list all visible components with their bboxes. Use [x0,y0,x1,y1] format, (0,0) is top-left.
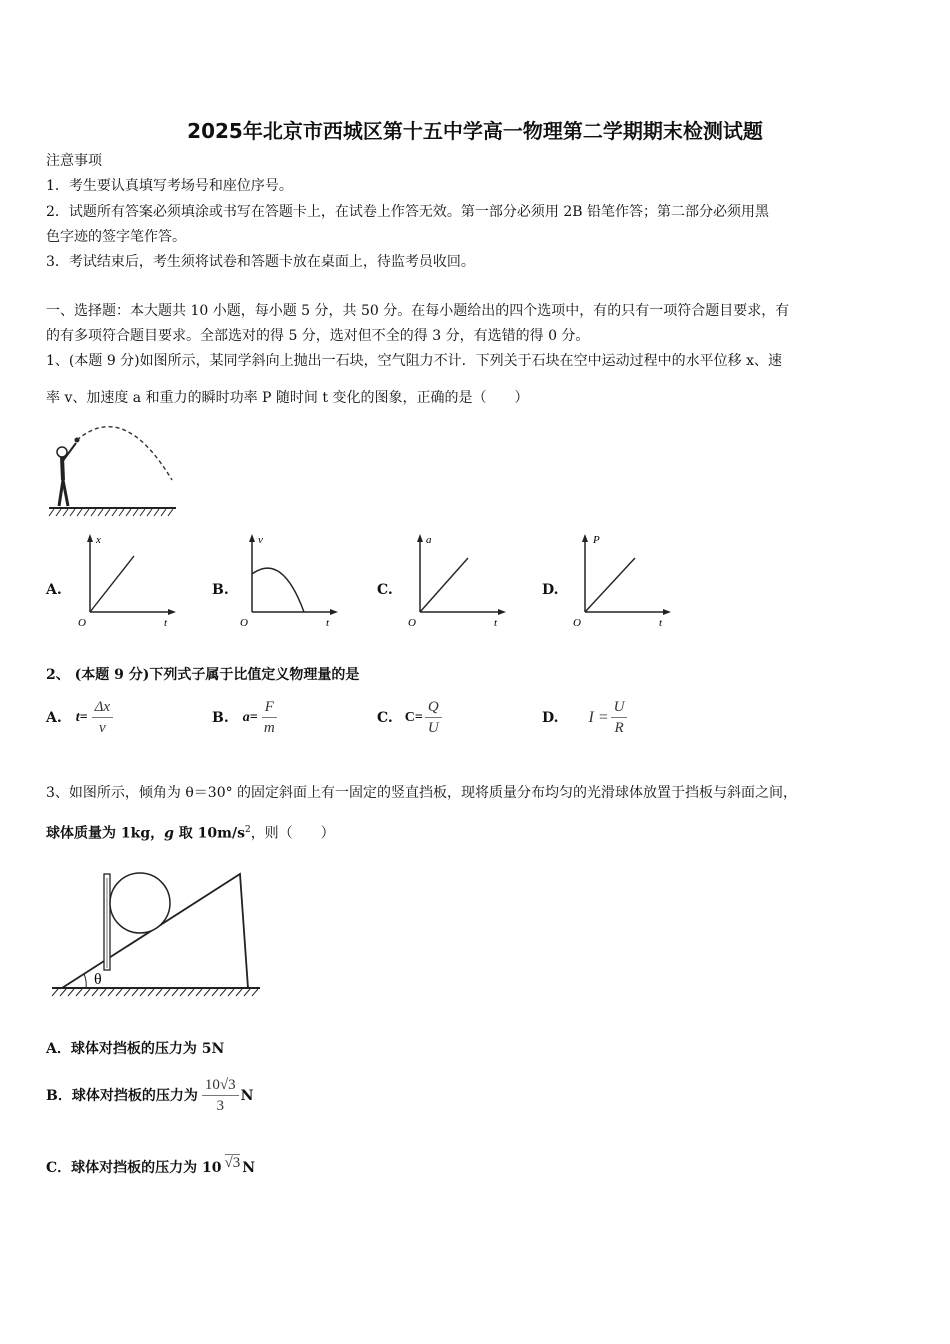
q2-option-c-numerator: Q [425,697,442,718]
q2-option-c-fraction [425,697,442,738]
q2-option-a [46,697,113,738]
q3-stem-end: ，则（ ） [250,825,335,842]
q2-option-c-lhs: C= [404,709,423,725]
q3-incline-figure [48,860,268,1010]
notice-heading: 注意事项 [46,153,102,169]
q1-graph-a-origin: O [78,617,86,629]
q1-option-a-label: A. [46,582,62,598]
q1-graph-b [234,530,344,630]
q3-angle-label: θ [94,971,102,988]
q2-option-c-denominator: U [427,720,439,736]
notice-item-3: 3．考试结束后，考生须将试卷和答题卡放在桌面上，待监考员收回。 [46,254,475,270]
q1-option-d-label: D. [542,582,559,598]
q1-graph-c-origin: O [408,617,416,629]
q1-graph-d-ylabel: P [593,534,600,546]
q1-graph-b-xlabel: t [326,617,330,629]
q3-option-b-fraction [202,1075,239,1116]
q3-stem-sup: 2 [244,825,251,835]
notice-item-1: 1．考生要认真填写考场号和座位序号。 [46,178,293,194]
section-intro-line-2: 的有多项符合题目要求。全部选对的得 5 分，选对但不全的得 3 分，有选错的得 0 分。 [46,328,590,344]
q2-option-b-fraction [262,697,277,738]
q3-option-b-unit: N [240,1087,254,1104]
section-intro-line-1: 一、选择题：本大题共 10 小题，每小题 5 分，共 50 分。在每小题给出的四个选项中，有的只有一项符合题目要求，有 [46,303,790,319]
q2-option-a-lhs: t= [75,709,88,725]
q2-option-d-numerator: U [611,697,628,718]
q1-graph-c [402,530,512,630]
q2-option-b-label: B. [212,709,229,726]
q1-stem-line-2: 率 v、加速度 a 和重力的瞬时功率 P 随时间 t 变化的图象，正确的是（ ） [46,390,529,406]
q2-option-c-label: C. [377,709,393,726]
q1-graph-a-ylabel: x [96,534,101,546]
q3-option-c [46,1155,256,1178]
q3-stem-g: g [164,825,174,842]
q3-option-b [46,1075,253,1116]
q3-stem-mass: 球体质量为 1kg， [46,825,165,842]
q2-option-d-denominator: R [614,720,624,736]
page-title: 2025年北京市西城区第十五中学高一物理第二学期期末检测试题 [187,119,763,143]
q2-option-d-label: D. [542,709,559,726]
q1-option-c-label: C. [377,582,393,598]
q1-graph-c-xlabel: t [494,617,498,629]
q2-stem: 2、 (本题 9 分)下列式子属于比值定义物理量的是 [46,667,360,683]
q1-throw-figure [44,418,184,518]
notice-item-2-cont: 色字迹的签字笔作答。 [46,229,186,245]
q2-option-a-fraction [92,697,113,738]
notice-item-2: 2．试题所有答案必须填涂或书写在答题卡上，在试卷上作答无效。第一部分必须用 2B 铅笔作答；第二部分必须用黑 [46,204,769,220]
q3-stem-line-1: 3、如图所示，倾角为 θ＝30° 的固定斜面上有一固定的竖直挡板，现将质量分布均匀的光滑球体放置于挡板与斜面之间， [46,785,798,801]
q3-option-b-denominator: 3 [216,1098,224,1114]
q3-option-b-text: B．球体对挡板的压力为 [46,1087,198,1104]
q3-option-c-radical: √3 [224,1155,241,1171]
q2-option-d-fraction [611,697,628,738]
q3-option-b-numerator: 10√3 [202,1075,239,1096]
q3-stem-g-value: 取 10m/s [173,825,245,842]
q3-option-c-text: C．球体对挡板的压力为 10 [46,1160,222,1176]
q1-graph-d [567,530,677,630]
q2-option-c [377,697,442,738]
q3-option-a: A．球体对挡板的压力为 5N [46,1041,225,1057]
q1-option-b-label: B. [212,582,229,598]
q1-graph-b-origin: O [240,617,248,629]
q2-option-b [212,697,277,738]
q2-option-a-denominator: v [99,720,106,736]
q2-option-b-lhs: a= [242,709,258,725]
q2-option-a-label: A. [46,709,62,726]
q2-option-b-denominator: m [263,720,275,736]
q3-stem-line-2 [46,820,335,844]
q1-graph-b-ylabel: v [258,534,263,546]
q2-option-b-numerator: F [262,697,277,718]
q2-option-a-numerator: Δx [92,697,113,718]
q1-graph-d-origin: O [573,617,581,629]
q2-option-d-lhs: I = [588,708,609,726]
q3-option-c-unit: N [242,1160,256,1176]
q2-option-d [542,697,627,738]
q1-graph-a-xlabel: t [164,617,168,629]
q1-graph-d-xlabel: t [659,617,663,629]
q1-graph-c-ylabel: a [426,534,432,546]
q1-stem-line-1: 1、(本题 9 分)如图所示，某同学斜向上抛出一石块，空气阻力不计．下列关于石块在空中运动过程中的水平位移 x、速 [46,353,782,369]
q1-graph-a [72,530,182,630]
